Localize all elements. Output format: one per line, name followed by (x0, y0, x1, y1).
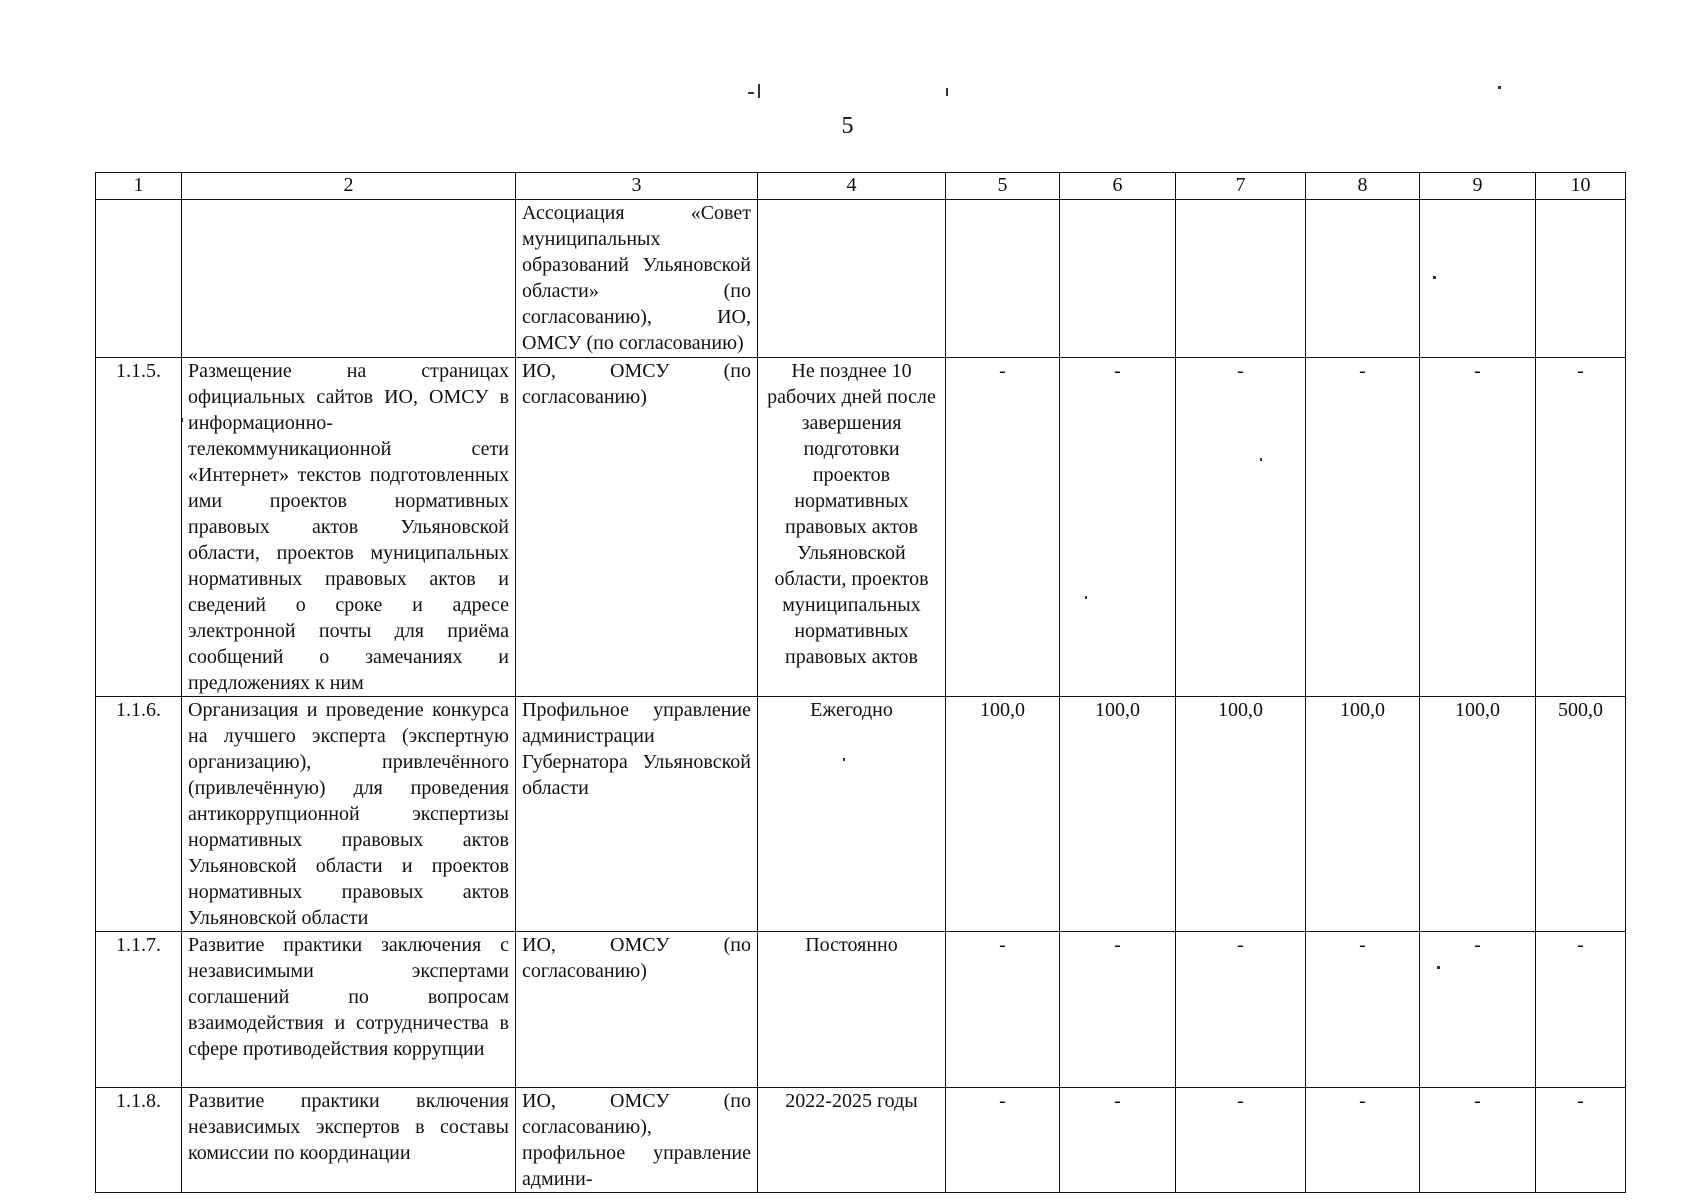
column-header: 1 (96, 173, 182, 200)
term-cell: Постоянно (758, 932, 946, 1088)
value-cell: - (1176, 1088, 1306, 1193)
value-cell: - (1060, 1088, 1176, 1193)
column-number-row (96, 173, 1626, 200)
scan-speck (748, 92, 754, 94)
value-cell: 100,0 (1176, 697, 1306, 932)
value-cell: 500,0 (1536, 697, 1626, 932)
activity-cell: Развитие практики заключения с независимыми экспертами соглашений по вопросам взаимодействия и сотрудничества в сфере противодействия коррупции (182, 932, 516, 1088)
item-number: 1.1.6. (96, 697, 182, 932)
value-cell (946, 200, 1060, 358)
executor-cell: ИО, ОМСУ (по согласованию), профильное управление админи- (516, 1088, 758, 1193)
value-cell: - (1420, 932, 1536, 1088)
value-cell: - (1176, 932, 1306, 1088)
term-cell: Не позднее 10 рабочих дней после завершения подготовки проектов нормативных правовых актов Ульяновской области, проектов муниципальных нормативных правовых актов (758, 358, 946, 697)
value-cell: - (1060, 932, 1176, 1088)
value-cell: 100,0 (1060, 697, 1176, 932)
value-cell: - (946, 358, 1060, 697)
table-row (96, 358, 1626, 697)
term-cell (758, 200, 946, 358)
executor-cell: Ассоциация «Совет муниципальных образований Ульяновской области» (по согласованию), ИО, ОМСУ (по согласованию) (516, 200, 758, 358)
table-row (96, 1088, 1626, 1193)
value-cell: 100,0 (1306, 697, 1420, 932)
value-cell: - (1306, 358, 1420, 697)
column-header: 4 (758, 173, 946, 200)
activity-cell: Развитие практики включения независимых экспертов в составы комиссии по координации (182, 1088, 516, 1193)
value-cell (1536, 200, 1626, 358)
column-header: 2 (182, 173, 516, 200)
table-row (96, 200, 1626, 358)
activity-cell: Размещение на страницах официальных сайтов ИО, ОМСУ в информационно-телекоммуникационной сети «Интернет» текстов подготовленных ими проектов нормативных правовых актов Ульяновской области, проектов муниципальных нормативных правовых актов и сведений о сроке и адресе электронной почты для приёма сообщений о замечаниях и предложениях к ним (182, 358, 516, 697)
value-cell: - (946, 932, 1060, 1088)
activity-cell (182, 200, 516, 358)
scan-speck (946, 88, 948, 96)
column-header: 9 (1420, 173, 1536, 200)
activity-plan-table (95, 172, 1626, 1193)
term-cell: 2022-2025 годы (758, 1088, 946, 1193)
value-cell: - (1536, 1088, 1626, 1193)
activity-cell: Организация и проведение конкурса на лучшего эксперта (экспертную организацию), привлечённого (привлечённую) для проведения антикоррупционной экспертизы нормативных правовых актов Ульяновской области и проектов нормативных правовых актов Ульяновской области (182, 697, 516, 932)
value-cell (1420, 200, 1536, 358)
value-cell: - (1176, 358, 1306, 697)
value-cell: - (946, 1088, 1060, 1193)
value-cell: - (1306, 932, 1420, 1088)
column-header: 7 (1176, 173, 1306, 200)
column-header: 3 (516, 173, 758, 200)
executor-cell: ИО, ОМСУ (по согласованию) (516, 932, 758, 1088)
table-row (96, 932, 1626, 1088)
page-number: 5 (841, 113, 854, 139)
column-header: 5 (946, 173, 1060, 200)
value-cell (1306, 200, 1420, 358)
term-cell: Ежегодно (758, 697, 946, 932)
value-cell: - (1536, 932, 1626, 1088)
column-header: 8 (1306, 173, 1420, 200)
value-cell: 100,0 (1420, 697, 1536, 932)
value-cell: - (1060, 358, 1176, 697)
value-cell: - (1306, 1088, 1420, 1193)
value-cell (1176, 200, 1306, 358)
scan-speck (1498, 86, 1501, 89)
executor-cell: Профильное управление администрации Губернатора Ульяновской области (516, 697, 758, 932)
value-cell (1060, 200, 1176, 358)
value-cell: - (1536, 358, 1626, 697)
value-cell: - (1420, 1088, 1536, 1193)
executor-cell: ИО, ОМСУ (по согласованию) (516, 358, 758, 697)
table-row (96, 697, 1626, 932)
column-header: 10 (1536, 173, 1626, 200)
item-number: 1.1.5. (96, 358, 182, 697)
value-cell: 100,0 (946, 697, 1060, 932)
item-number: 1.1.8. (96, 1088, 182, 1193)
value-cell: - (1420, 358, 1536, 697)
column-header: 6 (1060, 173, 1176, 200)
scan-speck (758, 84, 760, 98)
item-number (96, 200, 182, 358)
item-number: 1.1.7. (96, 932, 182, 1088)
